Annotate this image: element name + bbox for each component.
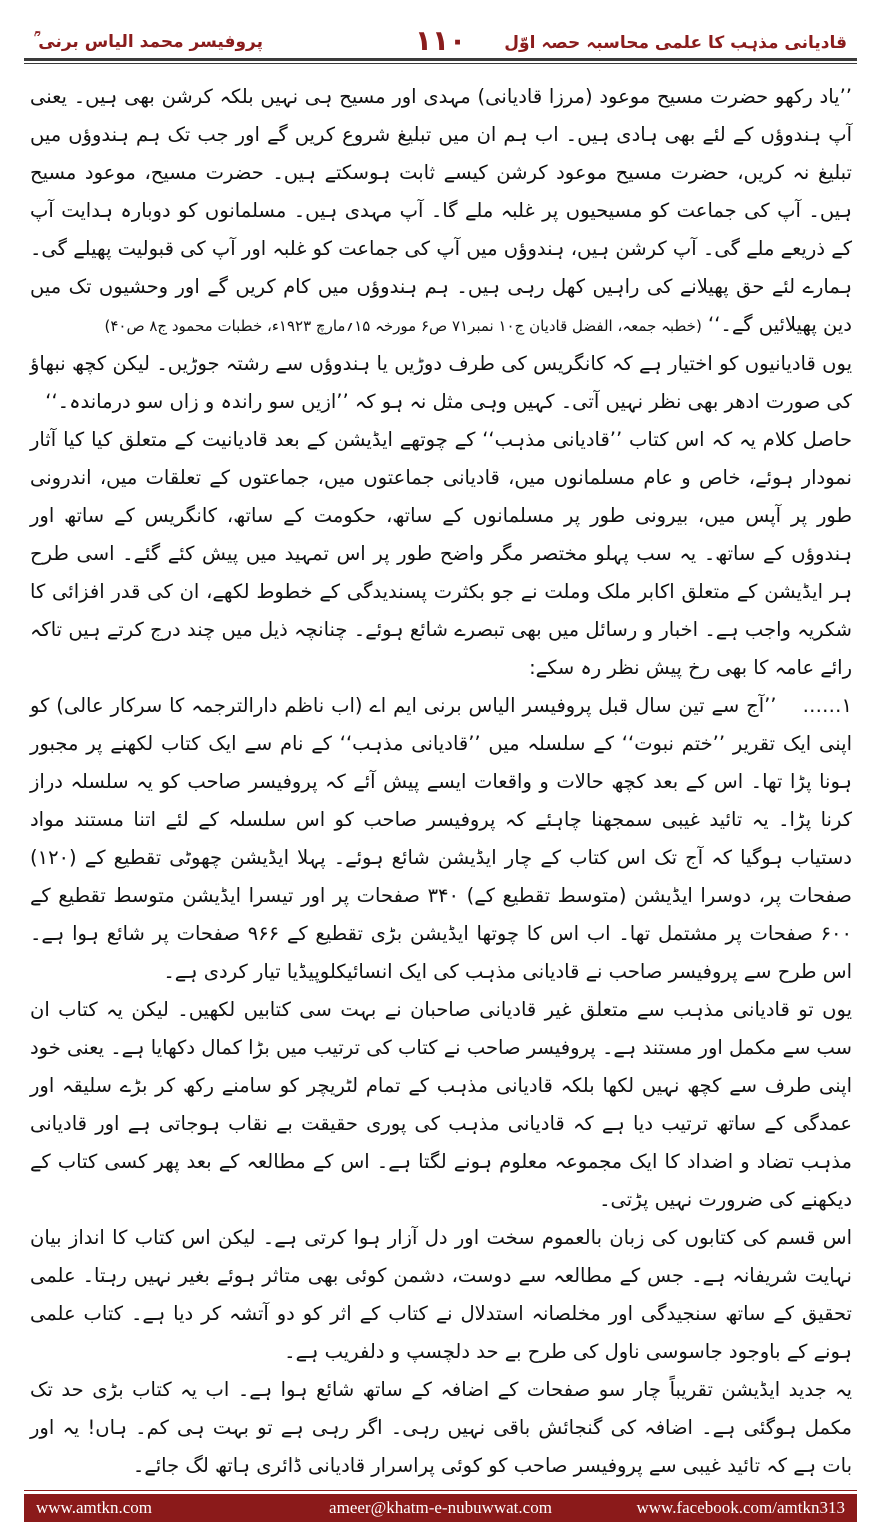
page-header	[24, 18, 857, 58]
paragraph-quote-1	[30, 78, 852, 345]
page-number: ۱۱۰	[414, 24, 467, 57]
item-number: ۱……	[802, 694, 852, 717]
footer-website-link[interactable]: www.amtkn.com	[36, 1498, 152, 1517]
quote-text: ’’یاد رکھو حضرت مسیح موعود (مرزا قادیانی) مہدی اور مسیح ہی نہیں بلکہ کرشن بھی ہیں۔ یعنی آپ ہندوؤں کے لئے بھی ہادی ہیں۔ اب ہم ان میں تبلیغ شروع کریں گے اور جب تک ہم ہندوؤں میں تبلیغ نہ کریں، حضرت مسیح موعود کرشن کیسے ثابت ہوسکتے ہیں۔ حضرت مسیح، موعود مسیح ہیں۔ آپ کی جماعت کو مسیحیوں پر غلبہ ملے گا۔ آپ مہدی ہیں۔ مسلمانوں کو دوبارہ ہدایت آپ کے ذریعے ملے گی۔ آپ کرشن ہیں، ہندوؤں میں آپ کی جماعت کو غلبہ اور آپ کی قبولیت پھیلے گی۔ ہمارے لئے حق پھیلانے کی راہیں کھل رہی ہیں۔ ہم ہندوؤں میں کام کریں گے اور وحشیوں تک میں دین پھیلائیں گے۔‘‘	[30, 85, 852, 336]
author-name: پروفیسر محمد الیاس برنی ؒ	[34, 32, 264, 52]
paragraph-5: یوں تو قادیانی مذہب سے متعلق غیر قادیانی صاحبان نے بہت سی کتابیں لکھیں۔ لیکن یہ کتاب ان سب سے مکمل اور مستند ہے۔ پروفیسر صاحب نے کتاب کی ترتیب میں بڑا کمال دکھایا ہے۔ یعنی خود اپنی طرف سے کچھ نہیں لکھا بلکہ قادیانی مذہب کے تمام لٹریچر کو سامنے رکھ کر بڑے سلیقہ اور عمدگی کے ساتھ ترتیب دیا ہے کہ قادیانی مذہب کی پوری حقیقت بے نقاب ہوجاتی ہے اور قادیانی مذہب تضاد و اضداد کا ایک مجموعہ معلوم ہونے لگتا ہے۔ اس کے مطالعہ کے بعد پھر کسی کتاب کے دیکھنے کی ضرورت نہیں پڑتی۔	[30, 998, 852, 1211]
paragraph-2: یوں قادیانیوں کو اختیار ہے کہ کانگریس کی طرف دوڑیں یا ہندوؤں سے رشتہ جوڑیں۔ لیکن کچھ نبھاؤ کی صورت ادھر بھی نظر نہیں آتی۔ کہیں وہی مثل نہ ہو کہ ’’ازیں سو راندہ و زاں سو درماندہ۔‘‘	[30, 352, 852, 413]
review-text: ’’آج سے تین سال قبل پروفیسر الیاس برنی ایم اے (اب ناظم دارالترجمہ کا سرکار عالی) کو اپنی ایک تقریر ’’ختم نبوت‘‘ کے سلسلہ میں ’’قادیانی مذہب‘‘ کے نام سے ایک کتاب لکھنے پر مجبور ہونا پڑا تھا۔ اس کے بعد کچھ حالات و واقعات ایسے پیش آئے کہ پروفیسر صاحب کو یہ سلسلہ دراز کرنا پڑا۔ یہ تائید غیبی سمجھنا چاہئے کہ پروفیسر صاحب کو اس سلسلہ کے لئے اتنا مستند مواد دستیاب ہوگیا کہ آج تک اس کتاب کے چار ایڈیشن شائع ہوئے۔ پہلا ایڈیشن چھوٹی تقطیع کے (۱۲۰) صفحات پر، دوسرا ایڈیشن (متوسط تقطیع کے) ۳۴۰ صفحات پر اور تیسرا ایڈیشن متوسط تقطیع کے ۶۰۰ صفحات پر مشتمل تھا۔ اب اس کا چوتھا ایڈیشن بڑی تقطیع کے ۹۶۶ صفحات پر شائع ہوا ہے۔ اس طرح سے پروفیسر صاحب نے قادیانی مذہب کی ایک انسائیکلوپیڈیا تیار کردی ہے۔	[30, 694, 852, 983]
paragraph-7: یہ جدید ایڈیشن تقریباً چار سو صفحات کے اضافہ کے ساتھ شائع ہوا ہے۔ اب یہ کتاب بڑی حد تک مکمل ہوگئی ہے۔ اضافہ کی گنجائش باقی نہیں رہی۔ اگر رہی ہے تو بہت ہی کم۔ ہاں! یہ اور بات ہے کہ تائید غیبی سے پروفیسر صاحب کو کوئی پراسرار قادیانی ڈائری ہاتھ لگ جائے۔	[30, 1378, 852, 1477]
paragraph-3: حاصل کلام یہ کہ اس کتاب ’’قادیانی مذہب‘‘ کے چوتھے ایڈیشن کے بعد قادیانیت کے متعلق کیا کیا آثار نمودار ہوئے، خاص و عام مسلمانوں میں، قادیانی جماعتوں میں، جماعتوں کے تعلقات میں، اندرونی طور پر آپس میں، بیرونی طور پر مسلمانوں کے ساتھ، حکومت کے ساتھ، کانگریس کے ساتھ اور ہندوؤں کے ساتھ۔ یہ سب پہلو مختصر مگر واضح طور پر اس تمہید میں پیش کئے گئے۔ اسی طرح ہر ایڈیشن کے متعلق اکابر ملک وملت نے جو بکثرت پسندیدگی کے خطوط لکھے، ان کی قدر افزائی کا شکریہ واجب ہے۔ اخبار و رسائل میں بھی تبصرے شائع ہوئے۔ چنانچہ ذیل میں چند درج کرتے ہیں تاکہ رائے عامہ کا بھی رخ پیش نظر رہ سکے:	[30, 428, 852, 679]
paragraph-6: اس قسم کی کتابوں کی زبان بالعموم سخت اور دل آزار ہوا کرتی ہے۔ لیکن اس کتاب کا انداز بیان نہایت شریفانہ ہے۔ جس کے مطالعہ سے دوست، دشمن کوئی بھی متاثر ہوئے بغیر نہیں رہتا۔ علمی تحقیق کے ساتھ سنجیدگی اور مخلصانہ استدلال نے کتاب کے اثر کو دو آتشہ کر دیا ہے۔ کتاب علمی ہونے کے باوجود جاسوسی ناول کی طرح بے حد دلچسپ و دلفریب ہے۔	[30, 1226, 852, 1363]
header-divider-thin	[24, 63, 857, 64]
footer-facebook-link[interactable]: www.facebook.com/amtkn313	[636, 1498, 845, 1517]
header-divider	[24, 58, 857, 61]
page-footer	[24, 1494, 857, 1522]
paragraph-review-1	[30, 687, 852, 991]
book-title: قادیانی مذہب کا علمی محاسبہ حصہ اوّل	[504, 33, 847, 53]
footer-email-link[interactable]: ameer@khatm-e-nubuwwat.com	[329, 1498, 552, 1517]
footer-divider	[24, 1490, 857, 1491]
quote-reference: (خطبہ جمعہ، الفضل قادیان ج۱۰ نمبر۷۱ ص۶ مورخہ ۱۵؍مارچ ۱۹۲۳ء، خطبات محمود ج۸ ص۴۰)	[104, 317, 702, 335]
page-body	[30, 78, 852, 1477]
